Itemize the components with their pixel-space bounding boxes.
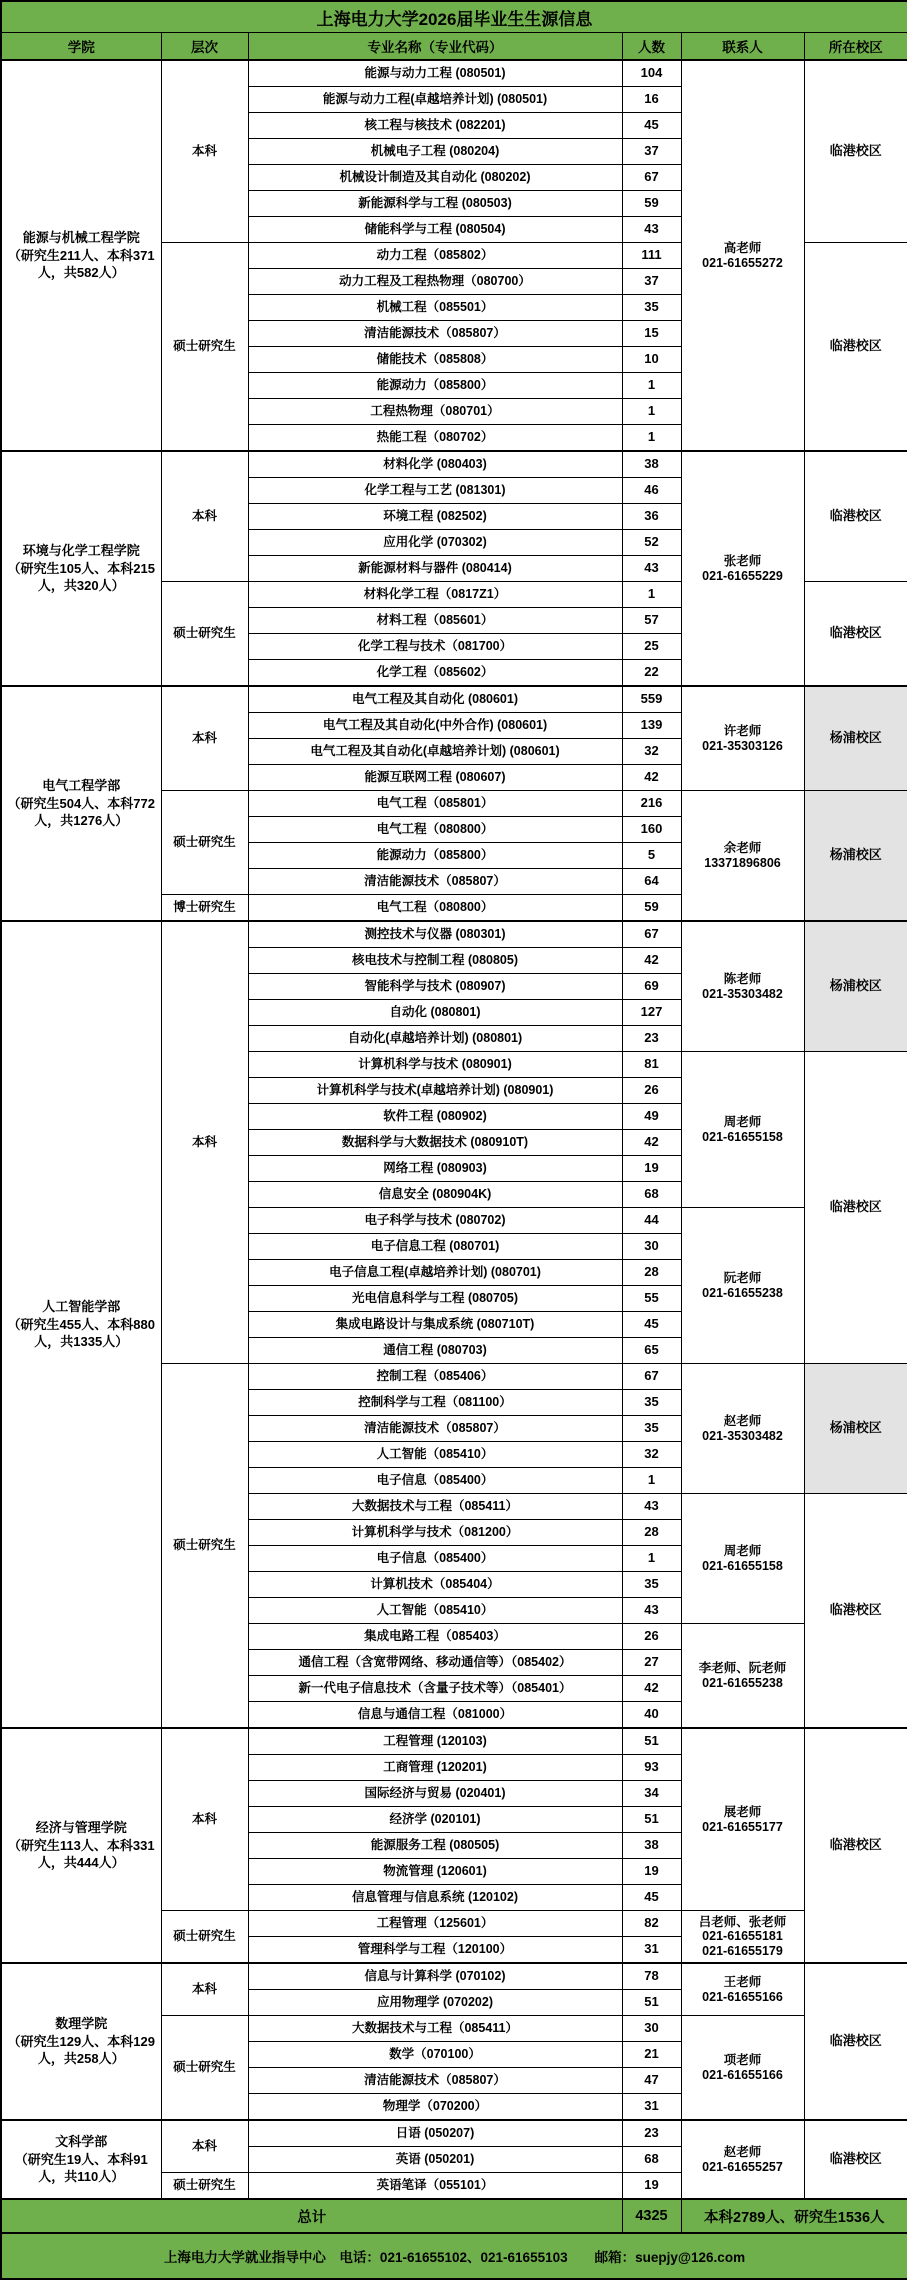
major-cell: 新能源科学与工程 (080503) [248, 191, 622, 217]
count-cell: 59 [622, 895, 681, 922]
major-cell: 电子科学与技术 (080702) [248, 1208, 622, 1234]
major-cell: 材料化学工程（0817Z1） [248, 582, 622, 608]
major-cell: 能源动力（085800） [248, 843, 622, 869]
count-cell: 46 [622, 478, 681, 504]
table-row [1, 2120, 907, 2147]
count-cell: 1 [622, 399, 681, 425]
major-cell: 人工智能（085410） [248, 1442, 622, 1468]
college-cell [1, 921, 161, 1728]
contact-line: 高老师 [723, 241, 762, 256]
count-cell: 23 [622, 1026, 681, 1052]
major-cell: 控制科学与工程（081100） [248, 1390, 622, 1416]
college-name: 数理学院 [55, 2016, 108, 2032]
major-cell: 物理学（070200） [248, 2094, 622, 2121]
count-cell: 68 [622, 1182, 681, 1208]
col-header-college: 学院 [1, 33, 161, 61]
count-cell: 25 [622, 634, 681, 660]
count-cell: 127 [622, 1000, 681, 1026]
count-cell: 42 [622, 948, 681, 974]
major-cell: 储能技术（085808） [248, 347, 622, 373]
count-cell: 216 [622, 791, 681, 817]
count-cell: 57 [622, 608, 681, 634]
major-cell: 能源互联网工程 (080607) [248, 765, 622, 791]
contact-cell [681, 451, 804, 686]
count-cell: 30 [622, 2016, 681, 2042]
count-cell: 19 [622, 1859, 681, 1885]
table-row [1, 60, 907, 87]
major-cell: 应用物理学 (070202) [248, 1990, 622, 2016]
major-cell: 机械设计制造及其自动化 (080202) [248, 165, 622, 191]
contact-line: 021-61655272 [702, 255, 783, 270]
count-cell: 15 [622, 321, 681, 347]
major-cell: 核电技术与控制工程 (080805) [248, 948, 622, 974]
major-cell: 大数据技术与工程（085411） [248, 2016, 622, 2042]
count-cell: 26 [622, 1078, 681, 1104]
contact-line: 021-61655158 [702, 1129, 783, 1144]
major-cell: 测控技术与仪器 (080301) [248, 921, 622, 948]
major-cell: 清洁能源技术（085807） [248, 1416, 622, 1442]
contact-line: 项老师 [723, 2053, 762, 2068]
major-cell: 能源与动力工程 (080501) [248, 60, 622, 87]
major-cell: 能源服务工程 (080505) [248, 1833, 622, 1859]
major-cell: 电子信息（085400） [248, 1468, 622, 1494]
contact-cell [681, 2016, 804, 2121]
contact-cell [681, 2120, 804, 2199]
count-cell: 21 [622, 2042, 681, 2068]
major-cell: 能源与动力工程(卓越培养计划) (080501) [248, 87, 622, 113]
contact-line: 021-61655181 [702, 1929, 783, 1944]
table-row [1, 451, 907, 478]
level-cell: 本科 [161, 1728, 248, 1911]
level-cell: 本科 [161, 1963, 248, 2016]
campus-cell: 临港校区 [804, 2120, 907, 2199]
college-name: 电气工程学部 [42, 778, 121, 794]
footer-text: 上海电力大学就业指导中心 电话：021-61655102、021-61655103 邮箱：suepjy@126.com [1, 2233, 907, 2279]
major-cell: 信息与计算科学 (070102) [248, 1963, 622, 1990]
count-cell: 67 [622, 921, 681, 948]
count-cell: 28 [622, 1260, 681, 1286]
table-row [1, 686, 907, 713]
count-cell: 36 [622, 504, 681, 530]
contact-cell [681, 1052, 804, 1208]
count-cell: 5 [622, 843, 681, 869]
count-cell: 43 [622, 217, 681, 243]
major-cell: 国际经济与贸易 (020401) [248, 1781, 622, 1807]
count-cell: 37 [622, 269, 681, 295]
campus-cell: 临港校区 [804, 582, 907, 687]
college-note: （研究生211人、本科371人，共582人） [7, 247, 155, 281]
contact-cell [681, 921, 804, 1052]
count-cell: 559 [622, 686, 681, 713]
count-cell: 65 [622, 1338, 681, 1364]
major-cell: 计算机科学与技术（081200） [248, 1520, 622, 1546]
count-cell: 31 [622, 1937, 681, 1964]
count-cell: 69 [622, 974, 681, 1000]
count-cell: 22 [622, 660, 681, 687]
footer-row [1, 2233, 907, 2279]
major-cell: 计算机科学与技术(卓越培养计划) (080901) [248, 1078, 622, 1104]
campus-cell: 杨浦校区 [804, 686, 907, 791]
count-cell: 81 [622, 1052, 681, 1078]
contact-line: 周老师 [723, 1115, 762, 1130]
title-row [1, 1, 907, 33]
count-cell: 111 [622, 243, 681, 269]
header-row [1, 33, 907, 61]
major-cell: 通信工程 (080703) [248, 1338, 622, 1364]
major-cell: 计算机科学与技术 (080901) [248, 1052, 622, 1078]
contact-line: 021-61655257 [702, 2159, 783, 2174]
major-cell: 网络工程 (080903) [248, 1156, 622, 1182]
contact-line: 阮老师 [723, 1271, 762, 1286]
major-cell: 储能科学与工程 (080504) [248, 217, 622, 243]
major-cell: 动力工程（085802） [248, 243, 622, 269]
contact-line: 021-61655158 [702, 1558, 783, 1573]
count-cell: 27 [622, 1650, 681, 1676]
college-note: （研究生129人、本科129人，共258人） [7, 2033, 155, 2067]
major-cell: 化学工程与工艺 (081301) [248, 478, 622, 504]
college-name: 经济与管理学院 [35, 1820, 127, 1836]
campus-cell: 临港校区 [804, 1494, 907, 1729]
count-cell: 19 [622, 1156, 681, 1182]
count-cell: 35 [622, 1390, 681, 1416]
contact-cell [681, 686, 804, 791]
contact-cell [681, 1911, 804, 1964]
count-cell: 42 [622, 765, 681, 791]
contact-line: 13371896806 [704, 855, 781, 870]
total-row [1, 2199, 907, 2233]
major-cell: 电气工程（085801） [248, 791, 622, 817]
campus-cell: 杨浦校区 [804, 791, 907, 922]
count-cell: 35 [622, 1416, 681, 1442]
major-cell: 新能源材料与器件 (080414) [248, 556, 622, 582]
level-cell: 硕士研究生 [161, 791, 248, 895]
col-header-count: 人数 [622, 33, 681, 61]
count-cell: 31 [622, 2094, 681, 2121]
major-cell: 电气工程及其自动化(中外合作) (080601) [248, 713, 622, 739]
contact-line: 展老师 [723, 1805, 762, 1820]
contact-line: 021-61655166 [702, 2067, 783, 2082]
page-title: 上海电力大学2026届毕业生生源信息 [1, 1, 907, 33]
contact-line: 许老师 [723, 724, 762, 739]
college-note: （研究生455人、本科880人，共1335人） [7, 1316, 155, 1350]
count-cell: 104 [622, 60, 681, 87]
major-cell: 环境工程 (082502) [248, 504, 622, 530]
major-cell: 日语 (050207) [248, 2120, 622, 2147]
major-cell: 经济学 (020101) [248, 1807, 622, 1833]
count-cell: 32 [622, 1442, 681, 1468]
level-cell: 硕士研究生 [161, 243, 248, 452]
major-cell: 信息管理与信息系统 (120102) [248, 1885, 622, 1911]
contact-line: 021-61655166 [702, 1989, 783, 2004]
count-cell: 49 [622, 1104, 681, 1130]
count-cell: 1 [622, 582, 681, 608]
contact-line: 李老师、阮老师 [698, 1661, 787, 1676]
contact-line: 周老师 [723, 1544, 762, 1559]
major-cell: 电气工程（080800） [248, 817, 622, 843]
count-cell: 59 [622, 191, 681, 217]
campus-cell: 临港校区 [804, 1963, 907, 2120]
count-cell: 1 [622, 425, 681, 452]
level-cell: 硕士研究生 [161, 2016, 248, 2121]
level-cell: 硕士研究生 [161, 1911, 248, 1964]
table-row [1, 1728, 907, 1755]
contact-line: 021-61655229 [702, 568, 783, 583]
college-note: （研究生19人、本科91人，共110人） [14, 2151, 148, 2185]
count-cell: 47 [622, 2068, 681, 2094]
count-cell: 139 [622, 713, 681, 739]
count-cell: 1 [622, 1546, 681, 1572]
count-cell: 10 [622, 347, 681, 373]
contact-line: 021-61655238 [702, 1675, 783, 1690]
major-cell: 计算机技术（085404） [248, 1572, 622, 1598]
college-name: 人工智能学部 [42, 1299, 121, 1315]
major-cell: 电气工程及其自动化(卓越培养计划) (080601) [248, 739, 622, 765]
major-cell: 工程管理 (120103) [248, 1728, 622, 1755]
count-cell: 45 [622, 1885, 681, 1911]
college-name: 环境与化学工程学院 [22, 543, 140, 559]
major-cell: 数学（070100） [248, 2042, 622, 2068]
count-cell: 1 [622, 373, 681, 399]
campus-cell: 临港校区 [804, 1728, 907, 1963]
contact-line: 赵老师 [723, 1414, 762, 1429]
contact-cell [681, 1364, 804, 1494]
count-cell: 45 [622, 113, 681, 139]
count-cell: 43 [622, 1598, 681, 1624]
campus-cell: 杨浦校区 [804, 921, 907, 1052]
col-header-major: 专业名称（专业代码） [248, 33, 622, 61]
college-name: 能源与机械工程学院 [22, 230, 140, 246]
major-cell: 电子信息（085400） [248, 1546, 622, 1572]
table-row [1, 1963, 907, 1990]
contact-line: 021-61655179 [702, 1943, 783, 1958]
count-cell: 32 [622, 739, 681, 765]
count-cell: 55 [622, 1286, 681, 1312]
contact-line: 021-61655177 [702, 1819, 783, 1834]
count-cell: 67 [622, 165, 681, 191]
table-body [1, 60, 907, 2199]
count-cell: 16 [622, 87, 681, 113]
count-cell: 68 [622, 2147, 681, 2173]
level-cell: 本科 [161, 451, 248, 582]
contact-line: 021-35303482 [702, 986, 783, 1001]
col-header-contact: 联系人 [681, 33, 804, 61]
level-cell: 本科 [161, 686, 248, 791]
count-cell: 82 [622, 1911, 681, 1937]
campus-cell: 临港校区 [804, 60, 907, 243]
count-cell: 42 [622, 1130, 681, 1156]
college-note: （研究生105人、本科215人，共320人） [7, 560, 155, 594]
count-cell: 34 [622, 1781, 681, 1807]
count-cell: 43 [622, 1494, 681, 1520]
count-cell: 43 [622, 556, 681, 582]
major-cell: 工程管理（125601） [248, 1911, 622, 1937]
count-cell: 1 [622, 1468, 681, 1494]
campus-cell: 临港校区 [804, 451, 907, 582]
major-cell: 自动化(卓越培养计划) (080801) [248, 1026, 622, 1052]
major-cell: 核工程与核技术 (082201) [248, 113, 622, 139]
major-cell: 化学工程与技术（081700） [248, 634, 622, 660]
major-cell: 集成电路工程（085403） [248, 1624, 622, 1650]
count-cell: 40 [622, 1702, 681, 1729]
major-cell: 智能科学与技术 (080907) [248, 974, 622, 1000]
major-cell: 管理科学与工程（120100） [248, 1937, 622, 1964]
level-cell: 博士研究生 [161, 895, 248, 922]
level-cell: 硕士研究生 [161, 582, 248, 687]
college-cell [1, 451, 161, 686]
count-cell: 44 [622, 1208, 681, 1234]
major-cell: 机械电子工程 (080204) [248, 139, 622, 165]
count-cell: 51 [622, 1990, 681, 2016]
college-note: （研究生113人、本科331人，共444人） [7, 1837, 155, 1871]
count-cell: 64 [622, 869, 681, 895]
major-cell: 热能工程（080702） [248, 425, 622, 452]
count-cell: 35 [622, 295, 681, 321]
contact-cell [681, 1624, 804, 1729]
major-cell: 物流管理 (120601) [248, 1859, 622, 1885]
contact-line: 吕老师、张老师 [698, 1914, 787, 1929]
major-cell: 数据科学与大数据技术 (080910T) [248, 1130, 622, 1156]
major-cell: 电子信息工程(卓越培养计划) (080701) [248, 1260, 622, 1286]
contact-cell [681, 60, 804, 451]
total-breakdown: 本科2789人、研究生1536人 [681, 2199, 907, 2233]
major-cell: 信息与通信工程（081000） [248, 1702, 622, 1729]
college-cell [1, 686, 161, 921]
major-cell: 控制工程（085406） [248, 1364, 622, 1390]
major-cell: 工程热物理（080701） [248, 399, 622, 425]
college-cell [1, 1963, 161, 2120]
level-cell: 本科 [161, 2120, 248, 2173]
campus-cell: 临港校区 [804, 1052, 907, 1364]
major-cell: 能源动力（085800） [248, 373, 622, 399]
college-name: 文科学部 [55, 2134, 108, 2150]
major-cell: 英语笔译（055101） [248, 2173, 622, 2200]
level-cell: 硕士研究生 [161, 1364, 248, 1729]
total-label: 总计 [1, 2199, 622, 2233]
college-cell [1, 1728, 161, 1963]
count-cell: 38 [622, 451, 681, 478]
level-cell: 本科 [161, 921, 248, 1364]
major-cell: 自动化 (080801) [248, 1000, 622, 1026]
count-cell: 67 [622, 1364, 681, 1390]
campus-cell: 杨浦校区 [804, 1364, 907, 1494]
major-cell: 通信工程（含宽带网络、移动通信等）（085402） [248, 1650, 622, 1676]
contact-cell [681, 1494, 804, 1624]
major-cell: 人工智能（085410） [248, 1598, 622, 1624]
major-cell: 大数据技术与工程（085411） [248, 1494, 622, 1520]
count-cell: 26 [622, 1624, 681, 1650]
count-cell: 52 [622, 530, 681, 556]
count-cell: 38 [622, 1833, 681, 1859]
count-cell: 28 [622, 1520, 681, 1546]
count-cell: 37 [622, 139, 681, 165]
major-cell: 光电信息科学与工程 (080705) [248, 1286, 622, 1312]
contact-cell [681, 791, 804, 922]
col-header-campus: 所在校区 [804, 33, 907, 61]
major-cell: 清洁能源技术（085807） [248, 2068, 622, 2094]
contact-line: 陈老师 [723, 972, 762, 987]
col-header-level: 层次 [161, 33, 248, 61]
contact-line: 021-35303482 [702, 1428, 783, 1443]
contact-cell [681, 1208, 804, 1364]
college-cell [1, 2120, 161, 2199]
contact-cell [681, 1963, 804, 2016]
major-cell: 电气工程（080800） [248, 895, 622, 922]
contact-line: 余老师 [723, 841, 762, 856]
level-cell: 本科 [161, 60, 248, 243]
count-cell: 78 [622, 1963, 681, 1990]
contact-line: 021-35303126 [702, 738, 783, 753]
major-cell: 材料化学 (080403) [248, 451, 622, 478]
contact-line: 021-61655238 [702, 1285, 783, 1300]
major-cell: 集成电路设计与集成系统 (080710T) [248, 1312, 622, 1338]
major-cell: 机械工程（085501） [248, 295, 622, 321]
major-cell: 软件工程 (080902) [248, 1104, 622, 1130]
college-note: （研究生504人、本科772人，共1276人） [7, 795, 155, 829]
major-cell: 化学工程（085602） [248, 660, 622, 687]
contact-line: 张老师 [723, 554, 762, 569]
major-cell: 英语 (050201) [248, 2147, 622, 2173]
major-cell: 应用化学 (070302) [248, 530, 622, 556]
major-cell: 材料工程（085601） [248, 608, 622, 634]
major-cell: 新一代电子信息技术（含量子技术等）（085401） [248, 1676, 622, 1702]
major-cell: 电气工程及其自动化 (080601) [248, 686, 622, 713]
major-cell: 工商管理 (120201) [248, 1755, 622, 1781]
table-row [1, 921, 907, 948]
count-cell: 23 [622, 2120, 681, 2147]
total-count: 4325 [622, 2199, 681, 2233]
major-cell: 电子信息工程 (080701) [248, 1234, 622, 1260]
major-cell: 清洁能源技术（085807） [248, 869, 622, 895]
major-cell: 清洁能源技术（085807） [248, 321, 622, 347]
count-cell: 51 [622, 1807, 681, 1833]
count-cell: 93 [622, 1755, 681, 1781]
count-cell: 42 [622, 1676, 681, 1702]
contact-line: 王老师 [723, 1975, 762, 1990]
count-cell: 19 [622, 2173, 681, 2200]
major-cell: 信息安全 (080904K) [248, 1182, 622, 1208]
contact-line: 赵老师 [723, 2145, 762, 2160]
count-cell: 160 [622, 817, 681, 843]
campus-cell: 临港校区 [804, 243, 907, 452]
count-cell: 45 [622, 1312, 681, 1338]
major-cell: 动力工程及工程热物理（080700） [248, 269, 622, 295]
count-cell: 30 [622, 1234, 681, 1260]
college-cell [1, 60, 161, 451]
level-cell: 硕士研究生 [161, 2173, 248, 2200]
count-cell: 51 [622, 1728, 681, 1755]
count-cell: 35 [622, 1572, 681, 1598]
contact-cell [681, 1728, 804, 1911]
